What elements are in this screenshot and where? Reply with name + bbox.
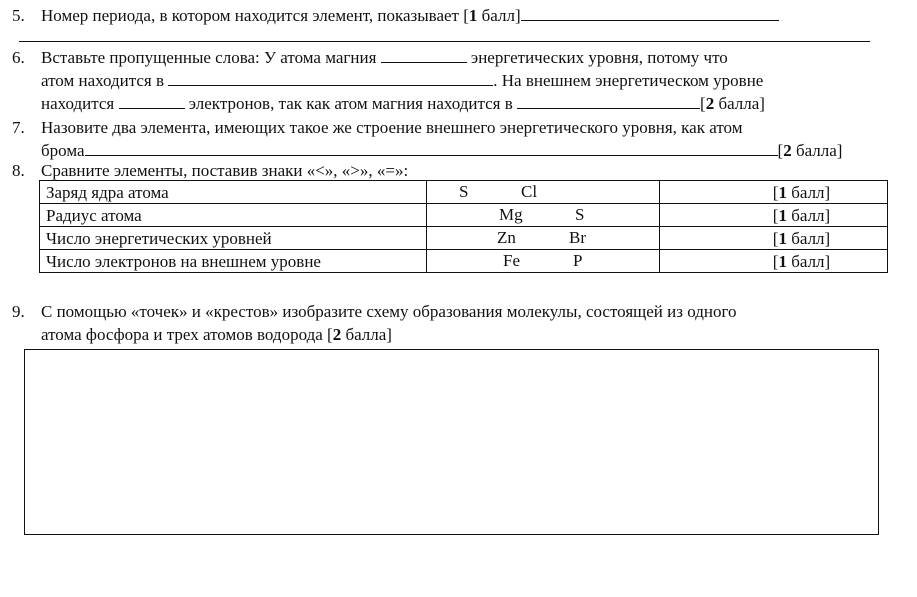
q6-line-2-end: . На внешнем энергетическом уровне [493,71,764,90]
q6-points-word: балла] [714,94,765,113]
q7-answer-blank[interactable] [85,139,778,156]
element-2: Br [569,228,586,247]
q6-blank-group[interactable] [517,92,700,109]
q5-text [41,4,779,27]
q6-blank-electrons[interactable] [119,92,185,109]
q6-line-1 [41,46,728,69]
element-pair-cell[interactable] [427,227,660,250]
q6-line-3-start: находится [41,94,115,113]
q6-line-1-end: энергетических уровня, потому что [470,48,728,67]
element-pair-cell[interactable] [427,181,660,204]
element-pair-cell[interactable] [427,204,660,227]
points-open: [ [772,228,779,248]
q7-points-word: балла] [791,141,843,160]
q6-points-open: [ [700,94,706,113]
points-cell [660,181,888,204]
q9-line-2-start: атома фосфора и трех атомов водорода [ [41,325,333,344]
points-word: балл] [786,228,831,248]
table-row [40,250,888,273]
element-1: Mg [499,205,523,224]
element-1: Zn [497,228,516,247]
q9-points-word: балла] [341,325,392,344]
q9-answer-box[interactable] [24,349,879,535]
element-2: Cl [521,182,538,201]
q9-line-2 [41,323,392,346]
q9-line-1: С помощью «точек» и «крестов» изобразите схему образования молекулы, состоящей из одного [41,302,737,321]
q8-number: 8. [12,161,25,180]
q5-points-word: балл] [477,6,521,25]
row-label: Радиус атома [40,204,427,227]
q5-answer-blank[interactable] [521,4,779,21]
points-open: [ [772,251,779,271]
q7-points-open: [ [777,141,784,160]
element-2: S [575,205,585,224]
points-number: 1 [778,182,787,202]
table-row [40,227,888,250]
points-cell [660,204,888,227]
table-row [40,181,888,204]
points-word: балл] [786,205,831,225]
q5-prompt: Номер периода, в котором находится элемент, показывает [ [41,6,469,25]
element-2: P [573,251,583,270]
q9-number: 9. [12,302,25,321]
q6-line-3-middle: электронов, так как атом магния находится в [188,94,513,113]
row-label: Число энергетических уровней [40,227,427,250]
element-pair-cell[interactable] [427,250,660,273]
q7-points-number: 2 [783,141,792,160]
q7-line-2-start: брома [41,141,85,160]
points-open: [ [772,182,779,202]
q7-line-1: Назовите два элемента, имеющих такое же строение внешнего энергетического уровня, как атом [41,118,743,137]
points-number: 1 [778,205,787,225]
points-cell [660,227,888,250]
points-number: 1 [778,228,787,248]
element-1: Fe [503,251,520,270]
q6-blank-levels[interactable] [381,46,467,63]
row-label: Заряд ядра атома [40,181,427,204]
q8-text: Сравните элементы, поставив знаки «<», «>», «=»: [41,161,409,180]
q5-number: 5. [12,6,25,25]
q6-number: 6. [12,48,25,67]
q6-line-2 [41,69,763,92]
q6-points-number: 2 [705,94,715,113]
points-word: балл] [786,251,831,271]
row-label: Число электронов на внешнем уровне [40,250,427,273]
points-cell [660,250,888,273]
table-row [40,204,888,227]
q5-points-number: 1 [468,6,478,25]
points-open: [ [772,205,779,225]
q6-line-3 [41,92,765,115]
q9-points-number: 2 [332,325,342,344]
element-1: S [459,182,469,201]
q6-blank-location[interactable] [168,69,493,86]
points-number: 1 [778,251,787,271]
q5-answer-line[interactable] [19,41,870,42]
q7-number: 7. [12,118,25,137]
q6-line-2-start: атом находится в [41,71,165,90]
comparison-table [39,180,888,273]
q6-line-1-start: Вставьте пропущенные слова: У атома магния [41,48,377,67]
points-word: балл] [786,182,831,202]
